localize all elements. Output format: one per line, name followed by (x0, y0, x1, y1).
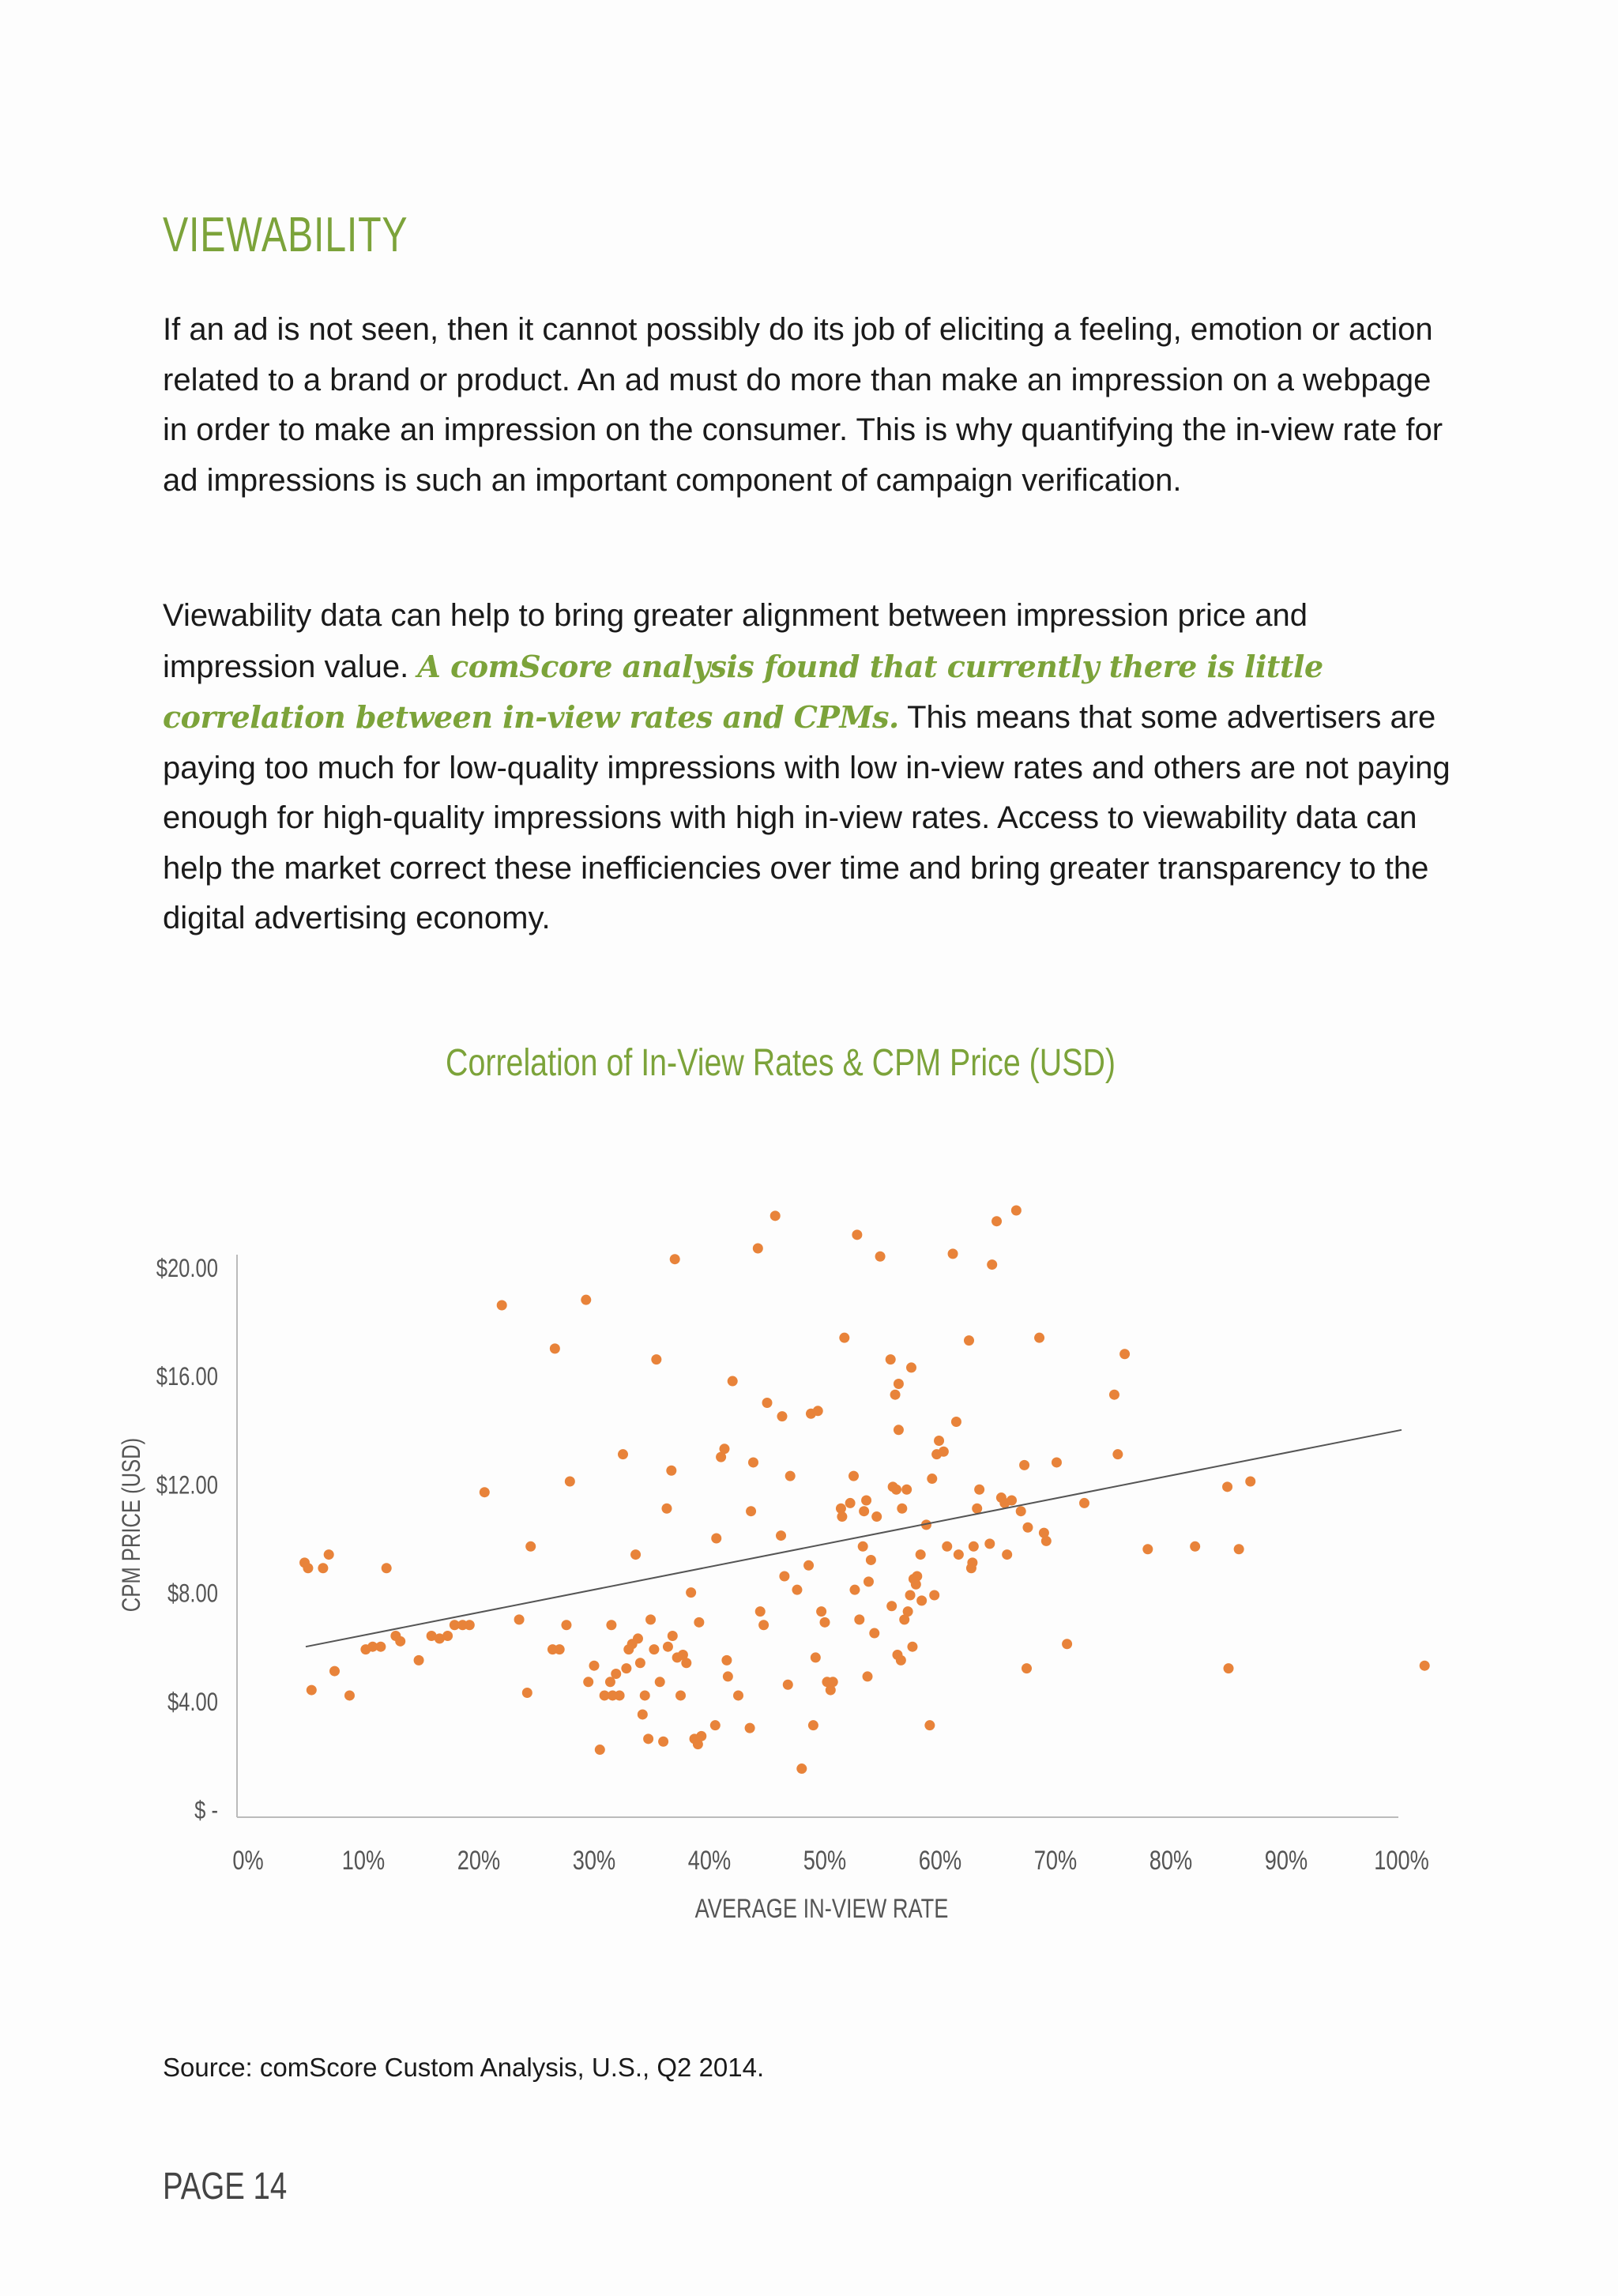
data-point (640, 1690, 650, 1700)
data-point (414, 1655, 424, 1666)
data-point (589, 1661, 600, 1671)
x-tick-label: 80% (1149, 1845, 1193, 1876)
data-point (785, 1471, 796, 1481)
data-point (777, 1411, 787, 1421)
data-point (746, 1506, 756, 1516)
data-point (561, 1620, 571, 1630)
data-point (875, 1252, 886, 1262)
data-point (755, 1606, 766, 1617)
x-tick-label: 30% (572, 1845, 616, 1876)
data-point (1224, 1663, 1234, 1673)
x-tick-label: 60% (918, 1845, 962, 1876)
data-point (972, 1504, 982, 1514)
data-point (758, 1620, 769, 1630)
x-tick-label: 20% (457, 1845, 501, 1876)
data-point (1034, 1333, 1044, 1343)
data-point (948, 1248, 958, 1259)
data-point (721, 1655, 732, 1666)
data-point (864, 1576, 874, 1586)
data-point (924, 1720, 935, 1730)
data-point (1234, 1544, 1244, 1554)
source-note: Source: comScore Custom Analysis, U.S., Q2 2014. (163, 2053, 765, 2082)
data-point (728, 1376, 738, 1387)
data-point (666, 1466, 676, 1476)
data-point (1011, 1205, 1022, 1215)
data-point (927, 1474, 937, 1484)
data-point (565, 1476, 575, 1486)
paragraph-text-after: This means that some advertisers are paying too much for low-quality impressions with low in-view rates and others are not paying enough for high-quality impressions with high in-view rates. Access to viewability data can help the market correct these inefficiencies over time and bring greater transparency to the digital advertising economy. (163, 700, 1451, 935)
data-point (869, 1628, 879, 1639)
data-point (891, 1485, 901, 1495)
data-point (595, 1745, 605, 1755)
data-point (303, 1563, 313, 1573)
section-heading: VIEWABILITY (163, 208, 408, 262)
data-point (974, 1485, 984, 1495)
data-point (859, 1506, 869, 1516)
data-point (762, 1398, 773, 1408)
data-point (638, 1709, 648, 1719)
data-point (849, 1585, 860, 1595)
data-point (916, 1595, 927, 1605)
data-point (894, 1379, 904, 1389)
data-point (1109, 1390, 1119, 1400)
data-point (1079, 1498, 1089, 1508)
data-point (675, 1690, 686, 1700)
data-point (658, 1737, 668, 1747)
data-point (1052, 1457, 1062, 1467)
data-point (984, 1538, 995, 1549)
data-point (871, 1511, 882, 1522)
data-point (929, 1590, 939, 1601)
data-point (1062, 1639, 1072, 1649)
data-point (710, 1720, 721, 1730)
data-point (635, 1658, 645, 1668)
data-point (967, 1557, 977, 1568)
data-point (329, 1666, 340, 1677)
data-point (1041, 1536, 1052, 1546)
data-point (858, 1541, 868, 1552)
data-point (934, 1436, 944, 1446)
data-point (1007, 1495, 1017, 1505)
data-point (837, 1511, 847, 1522)
data-point (655, 1677, 665, 1687)
data-point (849, 1471, 859, 1481)
data-point (828, 1677, 838, 1687)
data-point (886, 1601, 897, 1611)
data-point (645, 1614, 656, 1624)
data-point (1420, 1661, 1430, 1671)
data-point (813, 1406, 823, 1416)
data-point (803, 1560, 814, 1571)
data-point (630, 1549, 641, 1560)
data-point (525, 1541, 536, 1552)
data-point (951, 1417, 961, 1427)
data-point (776, 1530, 786, 1541)
highlighted-finding: A comScore analysis found that currently there is little correlation between in-view rates and CPMs. (163, 648, 1323, 735)
data-point (954, 1549, 964, 1560)
data-point (382, 1563, 392, 1573)
data-point (987, 1259, 997, 1270)
data-point (581, 1295, 591, 1305)
x-axis-label: AVERAGE IN-VIEW RATE (694, 1893, 949, 1924)
data-point (465, 1620, 475, 1630)
data-point (1019, 1460, 1029, 1470)
y-tick-label: $16.00 (156, 1363, 218, 1391)
paragraph-text-before: Viewability data can help to bring greater alignment between impression price and impression value. (163, 598, 1308, 684)
data-point (651, 1354, 661, 1364)
data-point (792, 1585, 802, 1595)
data-point (852, 1229, 862, 1240)
data-point (649, 1644, 659, 1654)
data-point (1016, 1506, 1026, 1516)
data-point (916, 1549, 926, 1560)
y-tick-label: $12.00 (156, 1471, 218, 1500)
data-point (903, 1606, 913, 1617)
data-point (866, 1555, 876, 1565)
data-point (816, 1606, 826, 1617)
data-point (670, 1254, 680, 1264)
data-point (733, 1690, 743, 1700)
data-point (514, 1614, 525, 1624)
data-point (905, 1590, 916, 1601)
x-tick-label: 0% (232, 1845, 264, 1876)
x-tick-label: 90% (1264, 1845, 1308, 1876)
data-point (395, 1636, 405, 1647)
data-point (783, 1680, 793, 1690)
data-point (318, 1563, 328, 1573)
y-tick-labels (156, 1255, 218, 1824)
data-point (861, 1495, 871, 1505)
data-point (811, 1652, 821, 1662)
data-point (942, 1541, 952, 1552)
data-point (1022, 1663, 1032, 1673)
data-point (845, 1498, 856, 1508)
data-point (1112, 1449, 1123, 1459)
data-point (854, 1614, 864, 1624)
data-point (480, 1487, 490, 1497)
data-point (1119, 1349, 1130, 1359)
data-point (907, 1642, 917, 1652)
data-point (1245, 1476, 1255, 1486)
y-tick-label: $ - (194, 1797, 218, 1825)
data-point (969, 1541, 979, 1552)
data-point (522, 1688, 532, 1698)
y-tick-label: $4.00 (167, 1688, 218, 1717)
data-point (615, 1690, 625, 1700)
data-point (896, 1655, 906, 1666)
data-point (681, 1658, 691, 1668)
data-point (1142, 1544, 1153, 1554)
data-point (890, 1390, 901, 1400)
data-point (1002, 1549, 1012, 1560)
data-point (723, 1671, 733, 1681)
y-tick-label: $8.00 (167, 1579, 218, 1609)
data-point (808, 1720, 818, 1730)
data-point (1190, 1541, 1200, 1552)
data-point (753, 1243, 763, 1253)
data-point (770, 1210, 781, 1221)
y-axis-label: CPM PRICE (USD) (118, 1437, 146, 1613)
data-point (375, 1642, 386, 1652)
data-point (694, 1617, 704, 1628)
x-tick-labels (232, 1845, 1428, 1876)
data-point (745, 1723, 755, 1733)
data-point (711, 1534, 721, 1544)
data-point (633, 1633, 643, 1643)
data-point (497, 1300, 507, 1311)
intro-paragraph: If an ad is not seen, then it cannot possibly do its job of eliciting a feeling, emotion or action related to a brand or product. An ad must do more than make an impression on a webpage in order to make an impression on the consumer. This is why quantifying the in-view rate for ad impressions is such an important component of campaign verification. (163, 312, 1443, 498)
data-point (324, 1549, 334, 1560)
data-point (939, 1447, 949, 1457)
data-point (901, 1485, 912, 1495)
data-point (621, 1663, 631, 1673)
data-points (299, 1205, 1430, 1774)
data-point (661, 1504, 672, 1514)
data-point (796, 1763, 807, 1774)
data-point (611, 1669, 621, 1679)
data-point (643, 1733, 653, 1744)
data-point (991, 1216, 1002, 1226)
data-point (583, 1677, 593, 1687)
x-tick-label: 50% (803, 1845, 847, 1876)
x-tick-label: 10% (341, 1845, 386, 1876)
data-point (719, 1443, 729, 1454)
data-point (779, 1571, 789, 1582)
data-point (344, 1690, 355, 1700)
data-point (863, 1671, 873, 1681)
data-point (618, 1449, 628, 1459)
data-point (307, 1685, 317, 1696)
data-point (550, 1343, 560, 1353)
data-point (555, 1644, 565, 1654)
data-point (442, 1631, 453, 1641)
data-point (894, 1425, 904, 1435)
data-point (748, 1457, 758, 1467)
data-point (1222, 1481, 1232, 1492)
x-tick-label: 40% (687, 1845, 732, 1876)
trend-line (306, 1430, 1402, 1647)
data-point (839, 1333, 849, 1343)
data-point (696, 1731, 706, 1741)
data-point (1022, 1523, 1033, 1533)
x-tick-label: 100% (1374, 1845, 1429, 1876)
data-point (820, 1617, 830, 1628)
data-point (886, 1354, 896, 1364)
data-point (906, 1362, 916, 1372)
data-point (606, 1620, 616, 1630)
data-point (912, 1571, 922, 1582)
data-point (897, 1504, 907, 1514)
y-tick-label: $20.00 (156, 1255, 218, 1283)
data-point (964, 1335, 974, 1346)
page-number: PAGE 14 (163, 2166, 288, 2208)
x-tick-label: 70% (1033, 1845, 1078, 1876)
data-point (668, 1631, 678, 1641)
data-point (663, 1642, 673, 1652)
chart-title: Correlation of In-View Rates & CPM Price (USD) (446, 1042, 1116, 1084)
data-point (686, 1587, 696, 1598)
